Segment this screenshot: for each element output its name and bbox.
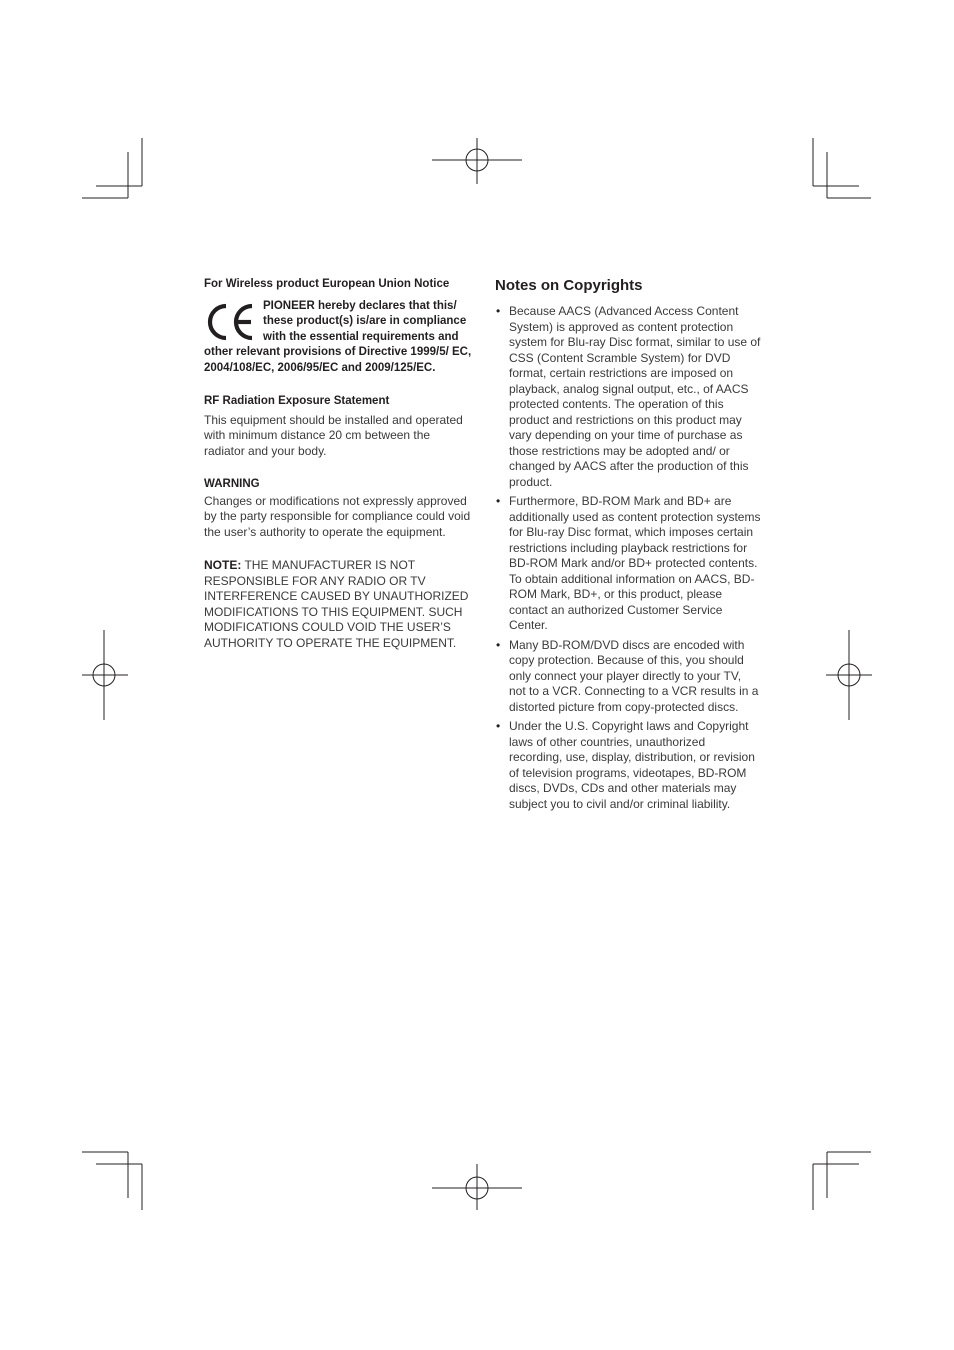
bullet-icon: •	[496, 494, 501, 508]
warning-heading: WARNING	[204, 478, 260, 490]
bullet-text: Many BD-ROM/DVD discs are encoded with copy protection. Because of this, you should only connect your player directly to your TV, not to a VCR. Connecting to a VCR results in a distorted picture from copy-protected discs.	[509, 637, 759, 714]
note-section	[204, 558, 474, 651]
note-paragraph	[204, 558, 474, 651]
bullet-icon: •	[496, 719, 501, 733]
ce-mark-logo	[204, 300, 258, 344]
registration-mark-bottom	[432, 1164, 522, 1210]
list-item	[495, 304, 761, 490]
eu-notice-heading: For Wireless product European Union Notice	[204, 278, 450, 290]
rf-text: This equipment should be installed and operated with minimum distance 20 cm between the radiator and your body.	[204, 412, 463, 458]
registration-mark-right	[826, 630, 872, 720]
copyright-bullet-list	[495, 304, 761, 812]
warning-section	[204, 477, 474, 540]
compliance-declaration: PIONEER hereby declares that this/ these product(s) is/are in compliance with the essential requirements and other relevant provisions of Directive 1999/5/ EC, 2004/108/EC, 2006/95/EC and 2009/125/EC.	[204, 299, 472, 374]
crop-mark-top-left	[82, 138, 142, 198]
warning-text: Changes or modifications not expressly approved by the party responsible for compliance could void the user’s authority to operate the equipment.	[204, 493, 471, 539]
crop-mark-bottom-right	[813, 1152, 871, 1210]
rf-heading: RF Radiation Exposure Statement	[204, 395, 390, 407]
notes-on-copyrights-title: Notes on Copyrights	[495, 277, 643, 294]
left-column	[204, 276, 474, 651]
bullet-icon: •	[496, 304, 501, 318]
bullet-text: Under the U.S. Copyright laws and Copyright laws of other countries, unauthorized recording, use, display, distribution, or revision of television programs, videotapes, BD-ROM discs, DVDs, CDs and other materials may subject you to civil and/or criminal liability.	[509, 719, 755, 811]
registration-mark-left	[82, 630, 128, 720]
list-item	[495, 719, 761, 812]
registration-mark-top	[432, 138, 522, 184]
list-item	[495, 638, 761, 716]
ce-declaration-block	[204, 299, 474, 377]
bullet-text: Because AACS (Advanced Access Content System) is approved as content protection system for Blu-ray Disc format, similar to use of CSS (Content Scramble System) for DVD format, certain restrictions are imposed on playback, analog signal output, etc., of AACS protected contents. The operation of this product and restrictions on this product may vary depending on your time of purchase as those restrictions may be adopted and/ or changed by AACS after the production of this product.	[509, 304, 761, 489]
bullet-text: Furthermore, BD-ROM Mark and BD+ are additionally used as content protection systems for Blu-ray Disc format, which imposes certain restrictions including playback restrictions for BD-ROM Mark and/or BD+ protected contents. To obtain additional information on AACS, BD-ROM Mark, BD+, or this product, please contact an authorized Customer Service Center.	[509, 494, 761, 632]
rf-section	[204, 394, 474, 459]
note-label: NOTE:	[204, 558, 242, 572]
right-column	[495, 276, 761, 816]
list-item	[495, 494, 761, 634]
bullet-icon: •	[496, 637, 501, 652]
crop-mark-top-right	[813, 138, 871, 198]
note-text: THE MANUFACTURER IS NOT RESPONSIBLE FOR ANY RADIO OR TV INTERFERENCE CAUSED BY UNAUTHORIZED MODIFICATIONS TO THIS EQUIPMENT. SUCH MODIFICATIONS COULD VOID THE USER’S AUTHORITY TO OPERATE THE EQUIPMENT.	[204, 558, 469, 650]
crop-mark-bottom-left	[82, 1152, 142, 1210]
